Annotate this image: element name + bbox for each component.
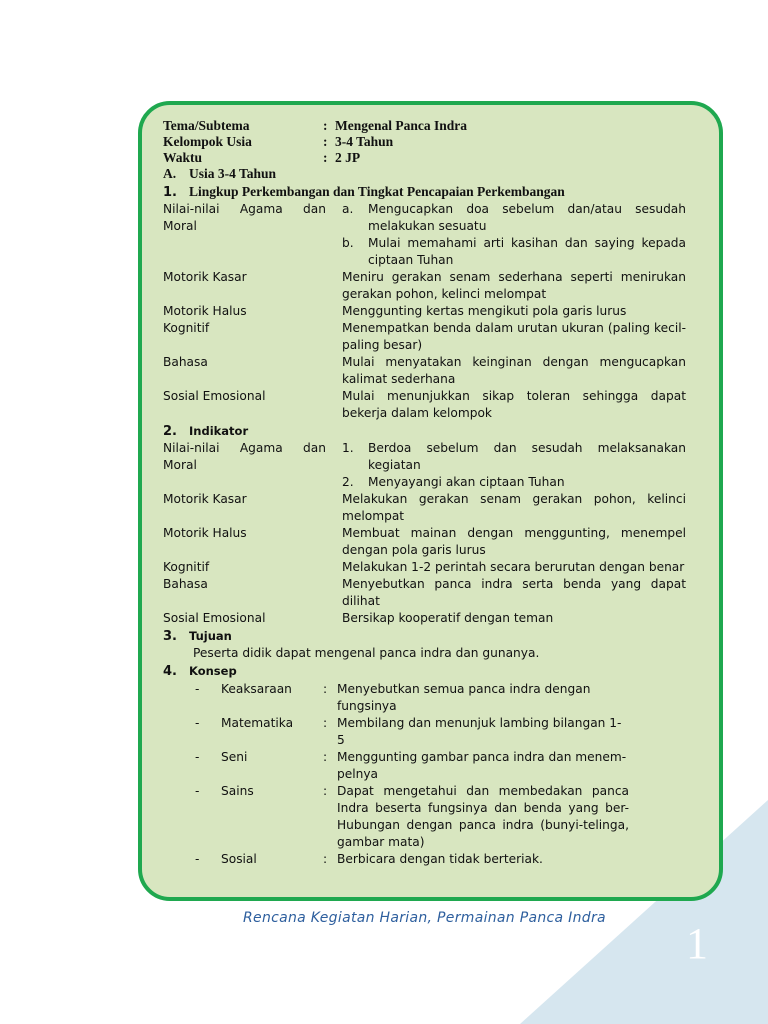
domain-row xyxy=(163,525,686,559)
section-2-title: Indikator xyxy=(189,424,249,438)
agama-item xyxy=(342,201,686,235)
agama-label: Nilai-nilai Agama dan Moral xyxy=(163,202,326,233)
header-colon: : xyxy=(323,134,328,149)
domain-label: Kognitif xyxy=(163,321,210,335)
domain-row xyxy=(163,610,686,627)
domain-label: Motorik Halus xyxy=(163,526,247,540)
section-3-heading xyxy=(163,628,686,645)
domain-row xyxy=(163,576,686,610)
section-4-number: 4. xyxy=(163,664,177,679)
agama-item xyxy=(342,440,686,474)
item-marker: 1. xyxy=(342,441,354,455)
konsep-key: Keaksaraan xyxy=(221,682,292,696)
konsep-value: Membilang dan menunjuk lambing bilangan 1-5 xyxy=(337,716,622,747)
domain-label: Sosial Emosional xyxy=(163,611,266,625)
dash-bullet: - xyxy=(195,852,200,866)
header-key: Kelompok Usia xyxy=(163,134,252,149)
dash-bullet: - xyxy=(195,750,200,764)
agama-row xyxy=(163,201,686,269)
dash-bullet: - xyxy=(195,784,200,798)
dash-bullet: - xyxy=(195,682,200,696)
item-marker: b. xyxy=(342,236,354,250)
item-marker: 2. xyxy=(342,475,354,489)
domain-value: Bersikap kooperatif dengan teman xyxy=(342,611,554,625)
domain-value: Melakukan 1-2 perintah secara berurutan dengan benar xyxy=(342,560,685,574)
konsep-key: Sains xyxy=(221,784,254,798)
header-value: Mengenal Panca Indra xyxy=(335,118,468,133)
section-1-title: Lingkup Perkembangan dan Tingkat Pencapaian Perkembangan xyxy=(189,184,565,199)
section-4-title: Konsep xyxy=(189,664,237,678)
dash-bullet: - xyxy=(195,716,200,730)
domain-label: Sosial Emosional xyxy=(163,389,266,403)
agama-row xyxy=(163,440,686,491)
konsep-colon: : xyxy=(323,682,328,696)
section-a-title: Usia 3-4 Tahun xyxy=(189,166,277,181)
domain-value: Mulai menyatakan keinginan dengan mengucapkan kalimat sederhana xyxy=(342,355,686,386)
konsep-value: Menggunting gambar panca indra dan menem-pelnya xyxy=(337,750,627,781)
header-value: 3-4 Tahun xyxy=(335,134,394,149)
item-text: Menyayangi akan ciptaan Tuhan xyxy=(368,475,565,489)
domain-row xyxy=(163,559,686,576)
konsep-item xyxy=(163,783,686,851)
domain-row xyxy=(163,269,686,303)
domain-label: Bahasa xyxy=(163,577,208,591)
item-text: Mengucapkan doa sebelum dan/atau sesudah melakukan sesuatu xyxy=(368,202,686,233)
header-key: Tema/Subtema xyxy=(163,118,250,133)
section-2-number: 2. xyxy=(163,424,177,439)
konsep-colon: : xyxy=(323,784,328,798)
domain-label: Motorik Kasar xyxy=(163,492,247,506)
domain-value: Menempatkan benda dalam urutan ukuran (paling kecil-paling besar) xyxy=(342,321,686,352)
tujuan-text: Peserta didik dapat mengenal panca indra dan gunanya. xyxy=(193,646,540,660)
header-colon: : xyxy=(323,150,328,165)
lesson-plan xyxy=(163,118,686,868)
footer-caption: Rencana Kegiatan Harian, Permainan Panca Indra xyxy=(243,910,606,926)
domain-label: Motorik Halus xyxy=(163,304,247,318)
agama-items xyxy=(342,440,686,491)
konsep-item xyxy=(163,715,686,749)
section-a-heading xyxy=(163,166,686,182)
domain-value: Membuat mainan dengan menggunting, menempel dengan pola garis lurus xyxy=(342,526,686,557)
konsep-colon: : xyxy=(323,852,328,866)
domain-label: Motorik Kasar xyxy=(163,270,247,284)
konsep-item xyxy=(163,681,686,715)
domain-value: Menyebutkan panca indra serta benda yang dapat dilihat xyxy=(342,577,686,608)
domain-row xyxy=(163,491,686,525)
domain-row xyxy=(163,303,686,320)
header-colon: : xyxy=(323,118,328,133)
item-text: Mulai memahami arti kasihan dan saying kepada ciptaan Tuhan xyxy=(368,236,686,267)
domain-value: Mulai menunjukkan sikap toleran sehingga dapat bekerja dalam kelompok xyxy=(342,389,686,420)
agama-item xyxy=(342,235,686,269)
domain-row xyxy=(163,354,686,388)
item-text: Berdoa sebelum dan sesudah melaksanakan kegiatan xyxy=(368,441,686,472)
konsep-value: Berbicara dengan tidak berteriak. xyxy=(337,852,543,866)
konsep-item xyxy=(163,851,686,868)
header-row xyxy=(163,134,686,150)
konsep-key: Sosial xyxy=(221,852,257,866)
section-4-heading xyxy=(163,663,686,680)
section-2-heading xyxy=(163,423,686,440)
agama-label: Nilai-nilai Agama dan Moral xyxy=(163,441,326,472)
konsep-key: Seni xyxy=(221,750,248,764)
item-marker: a. xyxy=(342,202,354,216)
domain-row xyxy=(163,388,686,422)
domain-row xyxy=(163,320,686,354)
agama-items xyxy=(342,201,686,269)
section-1-heading xyxy=(163,183,686,201)
header-value: 2 JP xyxy=(335,150,361,165)
konsep-colon: : xyxy=(323,716,328,730)
domain-value: Melakukan gerakan senam gerakan pohon, kelinci melompat xyxy=(342,492,686,523)
domain-label: Bahasa xyxy=(163,355,208,369)
header-row xyxy=(163,118,686,134)
konsep-value: Menyebutkan semua panca indra dengan fungsinya xyxy=(337,682,591,713)
domain-label: Kognitif xyxy=(163,560,210,574)
section-1-number: 1. xyxy=(163,185,177,200)
section-a-letter: A. xyxy=(163,166,177,181)
section-3-number: 3. xyxy=(163,629,177,644)
konsep-key: Matematika xyxy=(221,716,294,730)
konsep-colon: : xyxy=(323,750,328,764)
konsep-value: Dapat mengetahui dan membedakan panca Indra beserta fungsinya dan benda yang ber-Hubungan dengan panca indra (bunyi-telinga, gambar mata) xyxy=(337,784,629,849)
domain-value: Meniru gerakan senam sederhana seperti menirukan gerakan pohon, kelinci melompat xyxy=(342,270,686,301)
page-number: 1 xyxy=(686,919,708,968)
section-3-title: Tujuan xyxy=(189,629,232,643)
domain-value: Menggunting kertas mengikuti pola garis lurus xyxy=(342,304,627,318)
header-block xyxy=(163,118,686,182)
agama-item xyxy=(342,474,686,491)
header-key: Waktu xyxy=(163,150,203,165)
header-row xyxy=(163,150,686,166)
konsep-item xyxy=(163,749,686,783)
